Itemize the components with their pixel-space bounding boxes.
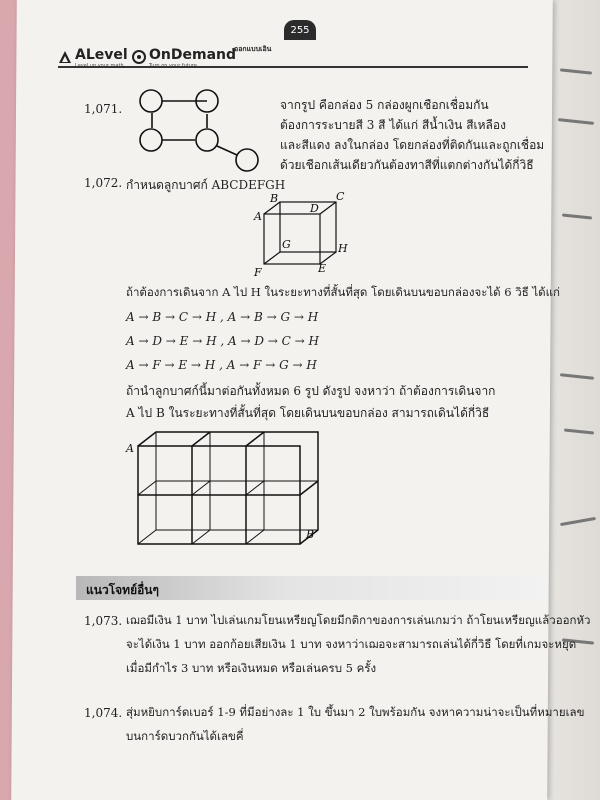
question-number-1073: 1,073. xyxy=(84,614,123,628)
q1072-text: A ไป B ในระยะทางที่สั้นที่สุด โดยเดินบนขอบกล่อง สามารถเดินได้กี่วิธี xyxy=(126,406,490,420)
alevel-brand: ALevel xyxy=(75,47,128,63)
q1071-line: และสีแดง ลงในกล่อง โดยกล่องที่ติดกันและถูกเชื่อม xyxy=(280,138,545,152)
ondemand-logo-icon xyxy=(132,50,146,64)
box-circle xyxy=(140,90,162,112)
cube-label-f: F xyxy=(254,266,262,279)
cube-label-h: H xyxy=(338,242,348,255)
cube-label-c: C xyxy=(336,190,345,203)
path-list-line: A → B → C → H , A → B → G → H xyxy=(126,310,319,324)
q1072-intro: กำหนดลูกบาศก์ ABCDEFGH xyxy=(126,178,286,192)
q1072-text: ถ้านำลูกบาศก์นี้มาต่อกันทั้งหมด 6 รูป ดังรูป จงหาว่า ถ้าต้องการเดินจาก xyxy=(126,384,496,398)
q1071-line: ต้องการระบายสี 3 สี ได้แก่ สีน้ำเงิน สีเหลือง xyxy=(280,118,506,132)
page-header xyxy=(58,25,518,68)
q1071-line: จากรูป คือกล่อง 5 กล่องผูกเชือกเชื่อมกัน xyxy=(280,98,489,112)
adjacent-text-line xyxy=(558,118,594,125)
grid-label-a: A xyxy=(126,442,134,455)
section-header xyxy=(76,576,546,600)
path-list-line: A → D → E → H , A → D → C → H xyxy=(126,334,319,348)
q1073-line: เมื่อมีกำไร 3 บาท หรือเงินหมด หรือเล่นครบ 5 ครั้ง xyxy=(126,661,377,675)
cube-label-a: A xyxy=(254,210,262,223)
question-number-1071: 1,071. xyxy=(84,102,123,116)
adjacent-text-line xyxy=(560,68,592,74)
ondemand-brand: OnDemand xyxy=(149,47,237,63)
six-cube-grid-diagram xyxy=(126,428,326,548)
cube-label-d: D xyxy=(310,202,319,215)
q1073-line: จะได้เงิน 1 บาท ออกก้อยเสียเงิน 1 บาท จงหาว่าเฌอจะสามารถเล่นได้กี่วิธี โดยที่เกมจะหยุด xyxy=(126,637,577,651)
cube-front-face xyxy=(264,214,320,264)
q1074-line: สุ่มหยิบการ์ดเบอร์ 1-9 ที่มีอย่างละ 1 ใบ ขึ้นมา 2 ใบพร้อมกัน จงหาความน่าจะเป็นที่หมายเลข xyxy=(126,705,585,719)
box-circle xyxy=(236,149,258,171)
q1073-line: เฌอมีเงิน 1 บาท ไปเล่นเกมโยนเหรียญโดยมีกติกาของการเล่นเกมว่า ถ้าโยนเหรียญแล้วออกหัว xyxy=(126,613,591,627)
cube-label-b: B xyxy=(270,192,279,205)
grid-label-b: B xyxy=(306,528,315,541)
question-number-1072: 1,072. xyxy=(84,176,123,190)
page-number: 255 xyxy=(284,20,316,40)
alevel-logo-icon xyxy=(58,50,72,64)
path-list-line: A → F → E → H , A → F → G → H xyxy=(126,358,317,372)
q1074-line: บนการ์ดบวกกันได้เลขคี่ xyxy=(126,729,244,743)
cube-diagram xyxy=(250,192,360,282)
box-circle xyxy=(140,129,162,151)
adjacent-text-line xyxy=(560,517,596,526)
header-divider xyxy=(58,66,528,68)
question-number-1074: 1,074. xyxy=(84,706,123,720)
partner-logo xyxy=(234,44,271,55)
cube-label-g: G xyxy=(282,238,291,251)
partner-brand: ออกแบบเอิน xyxy=(234,45,272,53)
cube-label-e: E xyxy=(318,262,327,275)
adjacent-text-line xyxy=(560,373,594,380)
section-title: แนวโจทย์อื่นๆ xyxy=(86,583,159,597)
box-circle xyxy=(196,129,218,151)
q1071-line: ด้วยเชือกเส้นเดียวกันต้องทาสีที่แตกต่างกันได้กี่วิธี xyxy=(280,158,534,172)
adjacent-text-line xyxy=(562,213,592,219)
box-rope-diagram xyxy=(134,88,274,188)
rope xyxy=(217,146,237,155)
q1072-text: ถ้าต้องการเดินจาก A ไป H ในระยะทางที่สั้นที่สุด โดยเดินบนขอบกล่องจะได้ 6 วิธี ได้แก่ xyxy=(126,285,561,299)
adjacent-text-line xyxy=(564,428,594,434)
